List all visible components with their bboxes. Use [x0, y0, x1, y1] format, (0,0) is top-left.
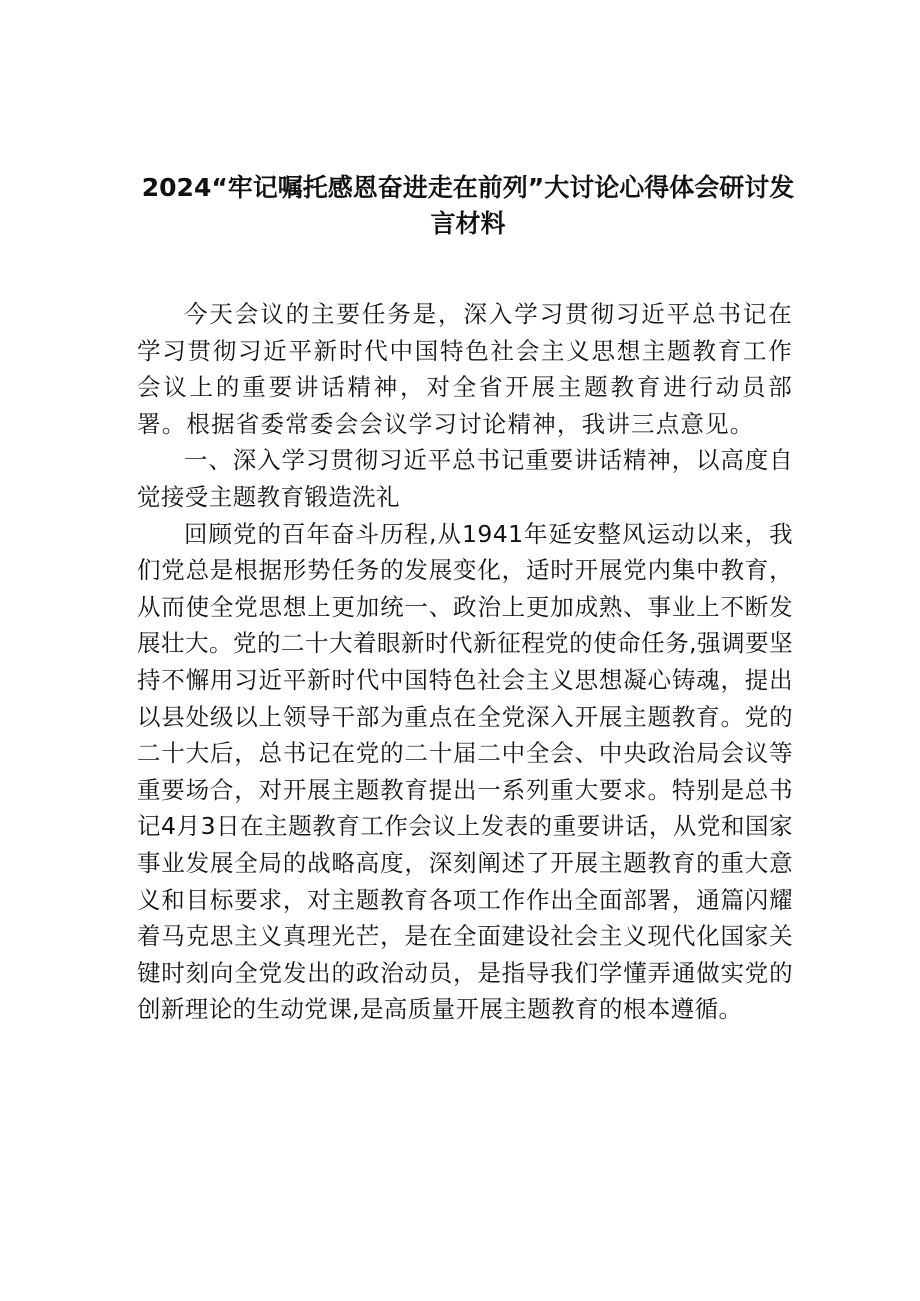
- section-heading: 一、深入学习贯彻习近平总书记重要讲话精神，以高度自觉接受主题教育锻造洗礼: [137, 446, 793, 511]
- document-title: 2024“牢记嘱托感恩奋进走在前列”大讨论心得体会研讨发言材料: [141, 173, 795, 238]
- body-paragraph: 回顾党的百年奋斗历程,从1941年延安整风运动以来，我们党总是根据形势任务的发展变化，适时开展党内集中教育，从而使全党思想上更加统一、政治上更加成熟、事业上不断发展壮大。党的二十大着眼新时代新征程党的使命任务,强调要坚持不懈用习近平新时代中国特色社会主义思想凝心铸魂，提出以县处级以上领导干部为重点在全党深入开展主题教育。党的二十大后，总书记在党的二十届二中全会、中央政治局会议等重要场合，对开展主题教育提出一系列重大要求。特别是总书记4月3日在主题教育工作会议上发表的重要讲话，从党和国家事业发展全局的战略高度，深刻阐述了开展主题教育的重大意义和目标要求，对主题教育各项工作作出全面部署，通篇闪耀着马克思主义真理光芒，是在全面建设社会主义现代化国家关键时刻向全党发出的政治动员，是指导我们学懂弄通做实党的创新理论的生动党课,是高质量开展主题教育的根本遵循。: [137, 519, 793, 1024]
- document-body: [137, 296, 793, 1028]
- intro-paragraph: 今天会议的主要任务是，深入学习贯彻习近平总书记在学习贯彻习近平新时代中国特色社会主义思想主题教育工作会议上的重要讲话精神，对全省开展主题教育进行动员部署。根据省委常委会会议学习讨论精神，我讲三点意见。: [137, 300, 793, 438]
